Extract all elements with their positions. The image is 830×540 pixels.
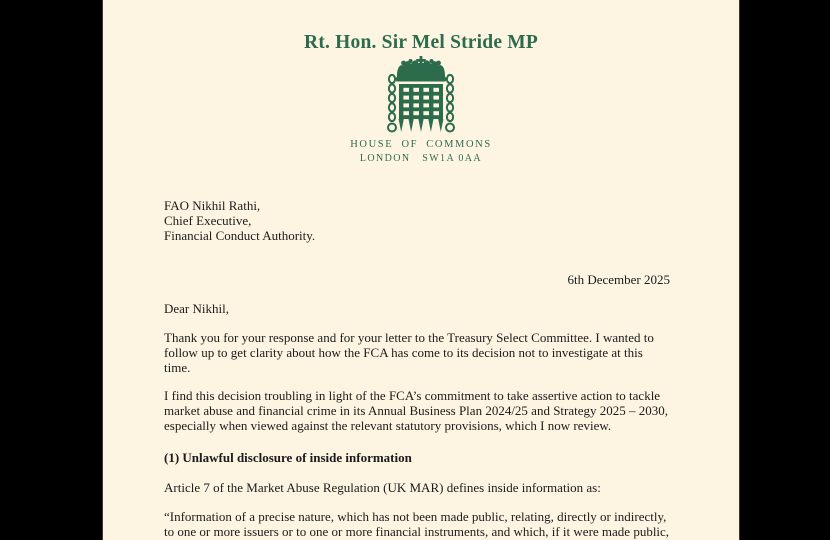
letter-page <box>102 0 740 540</box>
quote-line: to one or more issuers or to one or more financial instruments, and which, if it were made public, <box>164 523 670 539</box>
house-of-commons-crest-icon <box>103 56 739 143</box>
recipient-line: FAO Nikhil Rathi, <box>164 198 261 213</box>
paragraph-line: I find this decision troubling in light of the FCA’s commitment to take assertive action to tackle <box>164 388 661 403</box>
paragraph-line: time. <box>164 359 191 375</box>
recipient-line: Chief Executive, <box>164 212 252 228</box>
letter-date: 6th December 2025 <box>567 272 670 287</box>
section-heading: (1) Unlawful disclosure of inside information <box>164 450 412 465</box>
recipient-line: Financial Conduct Authority. <box>164 227 316 243</box>
letterhead-institution: HOUSE OF COMMONS <box>350 139 492 150</box>
paragraph <box>164 331 670 375</box>
letterhead-name: Rt. Hon. Sir Mel Stride MP <box>304 32 538 53</box>
article-intro: Article 7 of the Market Abuse Regulation (UK MAR) defines inside information as: <box>164 480 601 495</box>
quoted-definition <box>164 510 670 540</box>
paragraph-line: especially when viewed against the relevant statutory provisions, which I now review. <box>164 417 612 433</box>
quote-line: “Information of a precise nature, which has not been made public, relating, directly or indirectly, <box>164 509 667 524</box>
salutation: Dear Nikhil, <box>164 301 229 316</box>
recipient-block <box>164 199 670 243</box>
paragraph-line: market abuse and financial crime in its Annual Business Plan 2024/25 and Strategy 2025 – 2030, <box>164 402 669 418</box>
paragraph-line: Thank you for your response and for your letter to the Treasury Select Committee. I wanted to <box>164 330 654 345</box>
paragraph <box>164 389 670 433</box>
letterhead-address: LONDON SW1A 0AA <box>359 153 483 164</box>
paragraph-line: follow up to get clarity about how the FCA has come to its decision not to investigate at this <box>164 344 643 360</box>
